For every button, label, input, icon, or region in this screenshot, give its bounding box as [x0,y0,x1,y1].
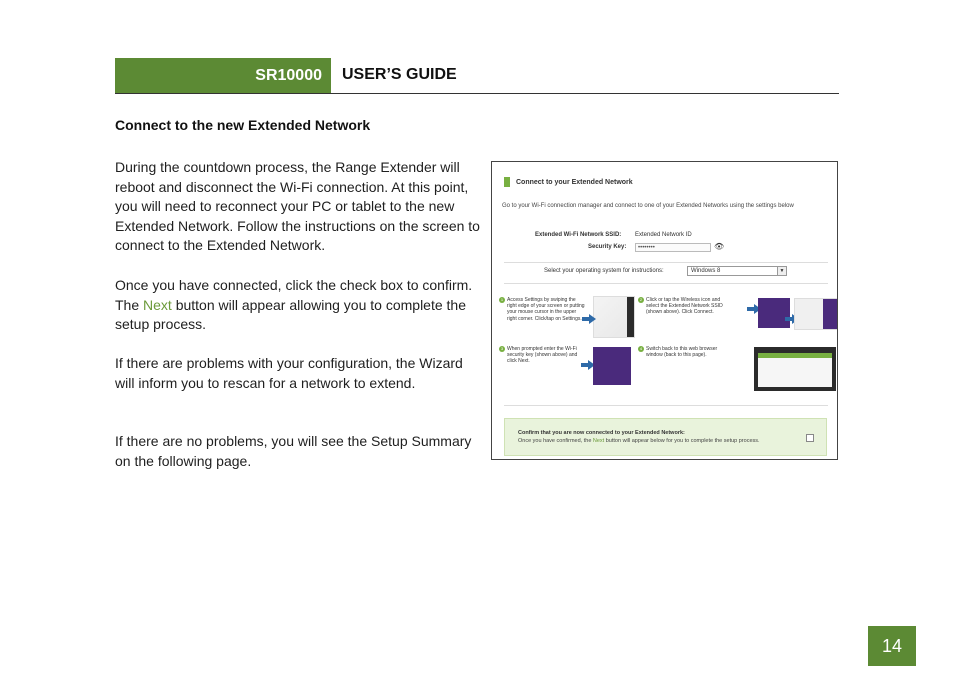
section-title: Connect to the new Extended Network [115,117,371,133]
browser-window-thumbnail [754,347,836,391]
step-text: Click or tap the Wireless icon and select the Extended Network SSID (shown above). Click Connect. [646,297,723,316]
figure-heading-text: Connect to your Extended Network [516,178,633,186]
os-select-label: Select your operating system for instructions: [544,268,664,274]
security-key-field[interactable]: •••••••• [635,243,711,252]
page-number: 14 [868,626,916,666]
header-title: USER’S GUIDE [342,66,457,83]
security-key-prompt-thumbnail [593,347,631,385]
ssid-label: Extended Wi-Fi Network SSID: [535,232,622,238]
paragraph-2 [115,276,485,335]
ssid-value: Extended Network ID [635,232,692,238]
os-select-value: Windows 8 [691,268,721,274]
show-password-eye-icon[interactable]: 👁 [714,242,725,251]
step-text: When prompted enter the Wi-Fi security key (shown above) and click Next. [507,346,578,365]
header-product-badge [115,58,331,93]
paragraph-2-before: Once you have connected, click the check box to confirm. The [115,277,473,313]
figure-divider-1 [504,262,828,263]
confirm-next-word: Next [592,438,605,444]
confirm-connection-box [504,418,827,456]
step-number: 2 [639,297,643,302]
settings-charm-thumbnail [593,296,635,338]
paragraph-1: During the countdown process, the Range Extender will reboot and disconnect the Wi-Fi connection. At this point, you will need to reconnect your PC or tablet to the new Extended Network. Follow the instructions on the screen to connect to the Extended Network. [115,159,480,254]
chevron-down-icon: ▼ [777,267,786,275]
wireless-settings-thumbnail [758,298,790,328]
header-product: SR10000 [255,66,322,84]
header-divider [115,93,839,94]
step-number: 3 [500,346,504,351]
figure-heading [504,177,633,187]
next-word: Next [143,296,172,313]
paragraph-4: If there are no problems, you will see the Setup Summary on the following page. [115,433,472,469]
heading-bar-icon [504,177,510,187]
confirm-after: button will appear below for you to complete the setup process. [604,438,760,444]
figure-divider-3 [504,405,828,406]
confirm-before: Once you have confirmed, the [518,438,593,444]
paragraph-2-after: button will appear allowing you to complete the setup process. [115,296,466,333]
paragraph-3: If there are problems with your configuration, the Wizard will inform you to rescan for a network to extend. [115,355,463,391]
os-select[interactable] [687,266,787,276]
step-text: Access Settings by swiping the right edge of your screen or putting your mouse cursor in the upper right corner. Click/tap on Settings. [507,297,585,322]
confirm-checkbox[interactable] [806,434,814,442]
step-number: 4 [639,346,643,351]
figure-divider-2 [504,283,828,284]
figure-description: Go to your Wi-Fi connection manager and connect to one of your Extended Networks using the settings below [502,203,794,209]
setup-screenshot-figure [491,161,838,460]
confirm-title: Confirm that you are now connected to your Extended Network: [518,430,685,436]
network-list-thumbnail [794,298,838,330]
step-text: Switch back to this web browser window (back to this page). [646,346,718,359]
security-key-label: Security Key: [588,244,627,250]
arrow-right-icon [589,314,596,324]
step-number: 1 [500,297,504,302]
confirm-subtext [518,438,760,444]
